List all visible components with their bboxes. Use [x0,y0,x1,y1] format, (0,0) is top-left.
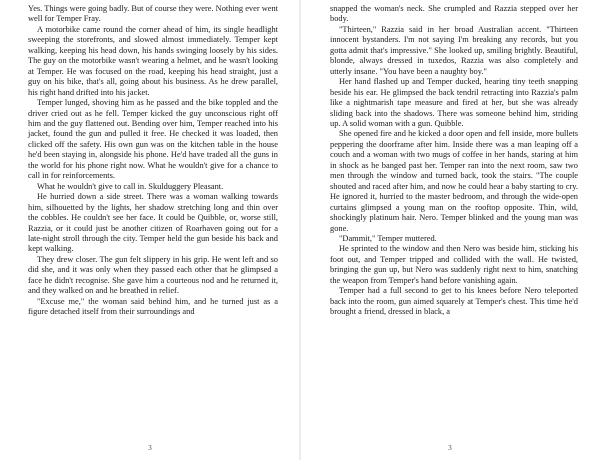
right-page-text [330,4,578,318]
paragraph: "Excuse me," the woman said behind him, and he turned just as a figure detached itself from their surroundings and [28,296,278,317]
paragraph: She opened fire and he kicked a door open and fell inside, more bullets peppering the doorframe after him. Inside there was a man leaping off a couch and a woman with two mugs of coffee in her hands, staring at him in shock as he banged past her. Temper ran into the next room, saw two men through the window and turned back, took the stairs. "The couple shouted and raced after him, and now he could hear a baby starting to cry. He ignored it, hurried to the master bedroom, and through the wide-open curtains glimpsed a young man on the rooftop opposite. Thin, wild, shockingly platinum hair. Nero. Temper blinked and the young man was gone. [330,129,578,233]
paragraph: snapped the woman's neck. She crumpled and Razzia stepped over her body. [330,4,578,24]
page-number: 3 [148,444,152,452]
paragraph: Her hand flashed up and Temper ducked, hearing tiny teeth snapping beside his ear. He glimpsed the back tendril retracting into Razzia's palm like a nightmarish tape measure and fired at her, but she was already sliding back into the shadows. There was someone behind him, striding up. A solid woman with a gun. Quibble. [330,77,578,128]
left-page-text [28,4,278,318]
paragraph: A motorbike came round the corner ahead of him, its single headlight sweeping the storefronts, and slowed almost immediately. Temper kept walking, keeping his head down, his hands swinging loosely by his sides. The guy on the motorbike wasn't wearing a helmet, and he wasn't looking at Temper. He was focused on the road, keeping his head straight, just a guy on his bike, that's all, going about his business. As he drew parallel, his right hand drifted into his jacket. [28,24,278,97]
paragraph: "Thirteen," Razzia said in her broad Australian accent. "Thirteen innocent bystanders. I'm not saying I'm breaking any records, but you gotta admit that's impressive." She looked up, smiling brightly. Beautiful, blonde, always dressed in tuxedos, Razzia was also completely and utterly insane. "You have been a naughty boy." [330,24,578,76]
page-number: 3 [448,444,452,452]
right-page [300,0,600,460]
paragraph: He sprinted to the window and then Nero was beside him, sticking his foot out, and Temper tripped and collided with the wall. He twisted, bringing the gun up, but Nero was suddenly right next to him, snatching the weapon from Temper's hand before vanishing again. [330,244,578,285]
paragraph: He hurried down a side street. There was a woman walking towards him, silhouetted by the lights, her shadow stretching long and thin over the cobbles. He couldn't see her face. It could be Quibble, or, worse still, Razzia, or it could just be another citizen of Roarhaven going out for a late-night stroll through the city. Temper held the gun beside his back and kept walking. [28,192,278,254]
paragraph: Temper lunged, shoving him as he passed and the bike toppled and the driver cried out as he fell. Temper kicked the guy unconscious right off him and the guy flattened out. Bending over him, Temper reached into his jacket, found the gun and pulled it free. He checked it was loaded, then clicked off the safety. His own gun was on the kitchen table in the house he'd been staying in, alongside his phone. He'd have traded all the guns in the world for his phone right now. What he wouldn't give for a chance to call in for reinforcements. [28,98,278,181]
paragraph: Temper had a full second to get to his knees before Nero teleported back into the room, gun aimed squarely at Temper's chest. This time he'd brought a friend, dressed in black, a [330,286,578,317]
paragraph: Yes. Things were going badly. But of course they were. Nothing ever went well for Temper Fray. [28,4,278,24]
paragraph: What he wouldn't give to call in. Skulduggery Pleasant. [37,181,224,191]
paragraph: "Dammit," Temper muttered. [339,233,437,243]
paragraph: They drew closer. The gun felt slippery in his grip. He went left and so did she, and it was only when they passed each other that he glimpsed a face he didn't recognise. She gave him a courteous nod and he returned it, and they walked on and he breathed in relief. [28,254,278,296]
